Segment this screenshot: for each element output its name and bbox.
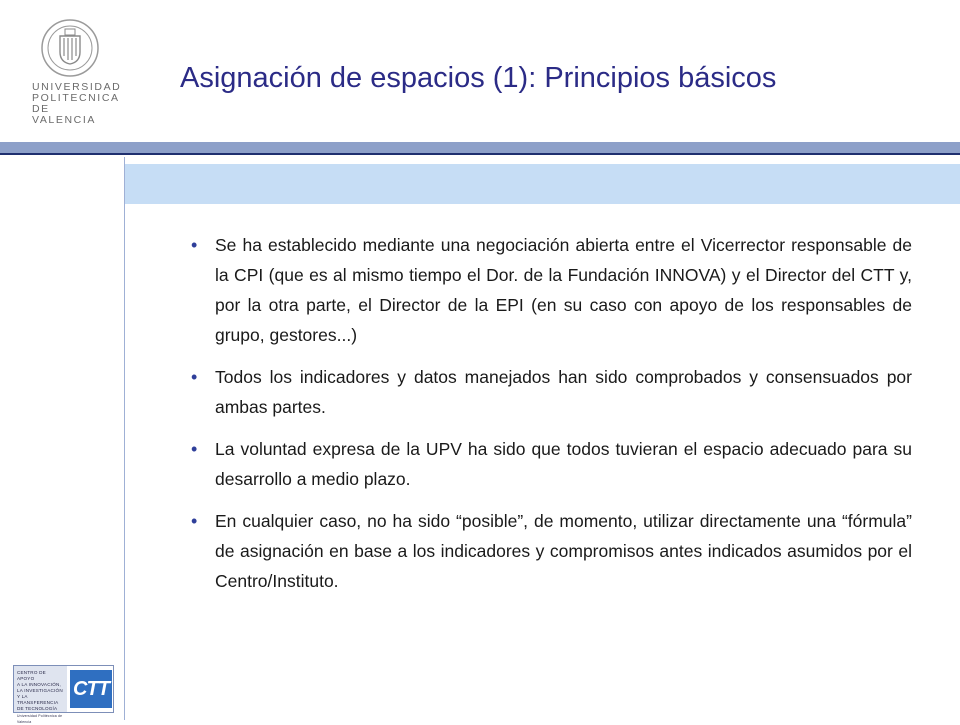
- university-seal-icon: [40, 18, 100, 78]
- ctt-text-line: LA INVESTIGACIÓN: [17, 688, 63, 693]
- logo-name-line: POLITECNICA: [32, 92, 120, 104]
- ctt-text-line: Y LA TRANSFERENCIA: [17, 694, 59, 705]
- left-vertical-rule: [124, 157, 125, 720]
- bullet-text: La voluntad expresa de la UPV ha sido que todos tuvieran el espacio adecuado para su desarrollo a medio plazo.: [215, 439, 912, 489]
- title-divider-bar: [0, 142, 960, 155]
- ctt-mark: CTT: [70, 670, 112, 708]
- ctt-text-line: A LA INNOVACIÓN,: [17, 682, 61, 687]
- bullet-text: Se ha establecido mediante una negociación abierta entre el Vicerrector responsable de la CPI (que es al mismo tiempo el Dor. de la Fundación INNOVA) y el Director del CTT y, por la otra parte, el Director de la EPI (en su caso con apoyo de los responsables de grupo, gestores...): [215, 235, 912, 345]
- bullet-list: [186, 230, 912, 608]
- bullet-item: [186, 230, 912, 350]
- bullet-dot-icon: •: [191, 511, 198, 531]
- slide-title: Asignación de espacios (1): Principios básicos: [180, 62, 777, 94]
- ctt-text-line: CENTRO DE APOYO: [17, 670, 46, 681]
- header-band: [125, 164, 960, 204]
- ctt-logo: [13, 665, 114, 724]
- bullet-text: Todos los indicadores y datos manejados han sido comprobados y consensuados por ambas partes.: [215, 367, 912, 417]
- logo-name-line: UNIVERSIDAD: [32, 81, 122, 93]
- ctt-sub-line: Universidad Politécnica de Valencia: [17, 714, 63, 724]
- logo-name-line: DE VALENCIA: [32, 103, 96, 126]
- ctt-logo-text: [14, 666, 67, 724]
- bullet-dot-icon: •: [191, 367, 198, 387]
- bullet-item: [186, 362, 912, 422]
- university-logo: [30, 18, 122, 126]
- bullet-dot-icon: •: [191, 235, 198, 255]
- ctt-text-line: DE TECNOLOGÍA: [17, 706, 58, 711]
- bullet-dot-icon: •: [191, 439, 198, 459]
- bullet-item: [186, 434, 912, 494]
- bullet-text: En cualquier caso, no ha sido “posible”, de momento, utilizar directamente una “fórmula” de asignación en base a los indicadores y compromisos antes indicados asumidos por el Centro/Instituto.: [215, 511, 912, 591]
- bullet-item: [186, 506, 912, 596]
